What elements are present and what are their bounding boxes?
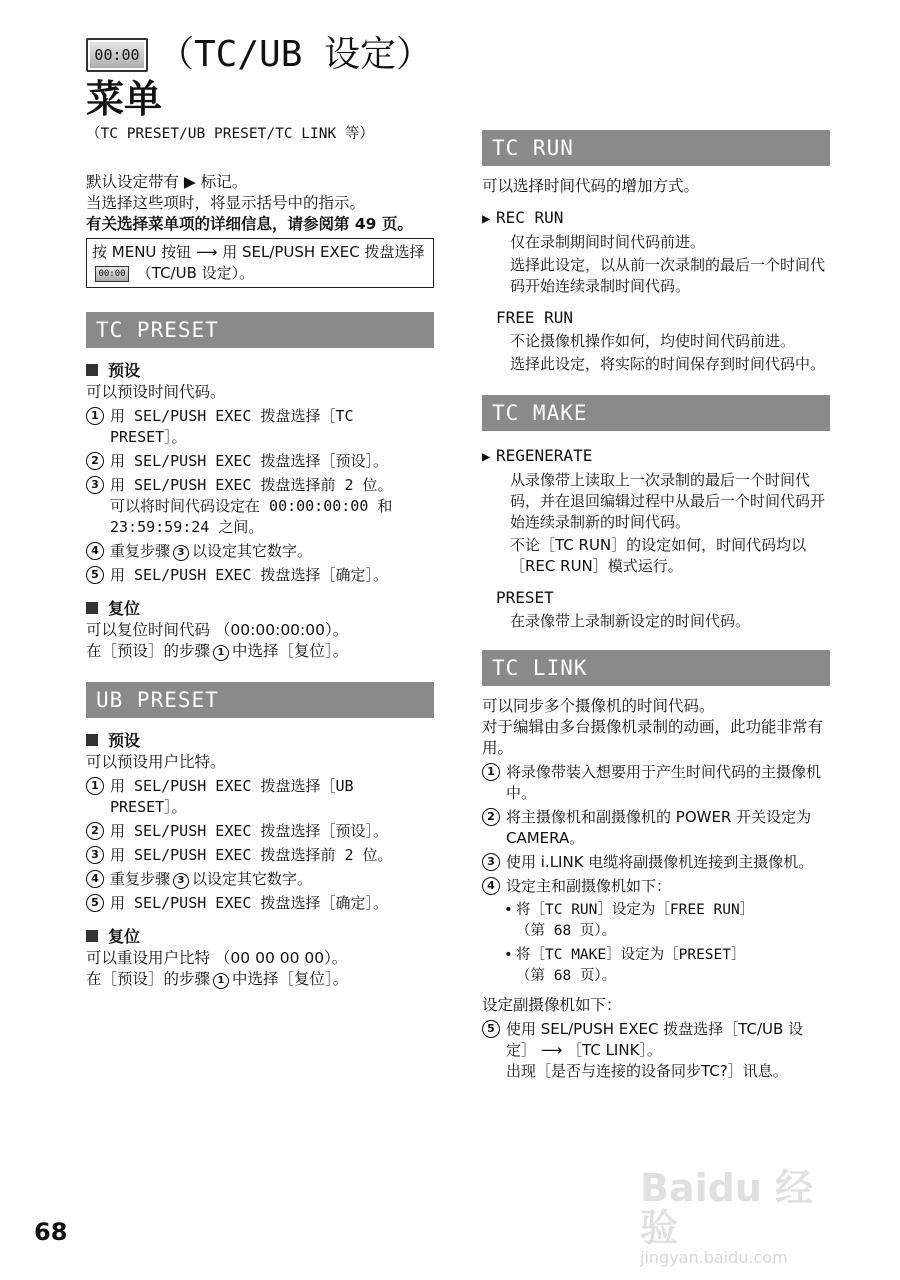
option-name: ▶ REC RUN bbox=[482, 207, 830, 230]
circled-number-icon: 1 bbox=[482, 763, 500, 781]
circled-number-icon: 2 bbox=[86, 452, 104, 470]
circled-number-icon: 3 bbox=[86, 476, 104, 494]
list-item: 2 用 SEL/PUSH EXEC 拨盘选择［预设］。 bbox=[86, 451, 434, 472]
default-marker-icon: ▶ bbox=[482, 211, 491, 227]
list-item: 5 使用 SEL/PUSH EXEC 拨盘选择［TC/UB 设定］ ⟶ ［TC LINK］。 bbox=[482, 1019, 830, 1061]
list-item: 3 使用 i.LINK 电缆将副摄像机连接到主摄像机。 bbox=[482, 852, 830, 873]
square-bullet-icon bbox=[86, 734, 98, 746]
bullet-item: • 将［TC RUN］设定为［FREE RUN］ （第 68 页）。 bbox=[504, 902, 755, 939]
section-header-tc-run: TC RUN bbox=[482, 130, 830, 166]
option-desc: 从录像带上读取上一次录制的最后一个时间代码，并在退回编辑过程中从最后一个时间代码开始连续录制新的时间代码。 不论［TC RUN］的设定如何，时间代码均以［REC RUN］模式运行。 bbox=[510, 471, 826, 575]
circled-number-icon: 3 bbox=[173, 545, 189, 561]
circled-number-icon: 3 bbox=[86, 846, 104, 864]
option-desc: 仅在录制期间时间代码前进。 选择此设定，以从前一次录制的最后一个时间代码开始连续录制时间代码。 bbox=[510, 233, 826, 295]
section-desc: 在［预设］的步骤 1 中选择［复位］。 bbox=[86, 642, 349, 660]
subsection-heading: 复位 bbox=[86, 926, 434, 948]
circled-number-icon: 4 bbox=[482, 877, 500, 895]
watermark-logo bbox=[640, 1166, 840, 1267]
title-text: （TC/UB 设定） bbox=[158, 34, 433, 75]
section-header-tc-make: TC MAKE bbox=[482, 395, 830, 431]
square-bullet-icon bbox=[86, 602, 98, 614]
section-desc: 可以选择时间代码的增加方式。 bbox=[482, 177, 700, 195]
section-desc: 可以同步多个摄像机的时间代码。 bbox=[482, 697, 715, 715]
circled-number-icon: 3 bbox=[173, 873, 189, 889]
page-number: 68 bbox=[34, 1218, 68, 1246]
menu-path-box: 按 MENU 按钮 ⟶ 用 SEL/PUSH EXEC 拨盘选择 00:00 （TC/UB 设定）。 bbox=[86, 238, 434, 288]
list-item: 4 重复步骤 3 以设定其它数字。 bbox=[86, 541, 434, 562]
step-continuation: 出现［是否与连接的设备同步TC?］讯息。 bbox=[506, 1062, 788, 1080]
list-item: 1 用 SEL/PUSH EXEC 拨盘选择［UB PRESET］。 bbox=[86, 776, 434, 818]
watermark-text: Baidu 经验 bbox=[640, 1166, 814, 1250]
page-title bbox=[86, 34, 466, 122]
circled-number-icon: 5 bbox=[86, 894, 104, 912]
circled-number-icon: 1 bbox=[86, 777, 104, 795]
square-bullet-icon bbox=[86, 930, 98, 942]
list-item: 3 用 SEL/PUSH EXEC 拨盘选择前 2 位。 bbox=[86, 475, 434, 496]
left-column bbox=[86, 124, 434, 990]
list-item: 5 用 SEL/PUSH EXEC 拨盘选择［确定］。 bbox=[86, 565, 434, 586]
section-desc: 在［预设］的步骤 1 中选择［复位］。 bbox=[86, 970, 349, 988]
circled-number-icon: 1 bbox=[213, 973, 229, 989]
intro-default-note: 默认设定带有 ▶ 标记。 bbox=[86, 173, 248, 191]
list-item: 1 用 SEL/PUSH EXEC 拨盘选择［TC PRESET］。 bbox=[86, 406, 434, 448]
section-desc: 可以重设用户比特 （00 00 00 00）。 bbox=[86, 949, 348, 967]
list-item: 2 将主摄像机和副摄像机的 POWER 开关设定为 CAMERA。 bbox=[482, 807, 830, 849]
intro-bracket-note: 当选择这些项时，将显示括号中的指示。 bbox=[86, 194, 366, 212]
circled-number-icon: 2 bbox=[86, 822, 104, 840]
section-desc: 可以预设用户比特。 bbox=[86, 753, 226, 771]
circled-number-icon: 2 bbox=[482, 808, 500, 826]
step-continuation: 可以将时间代码设定在 00:00:00:00 和 23:59:59:24 之间。 bbox=[110, 497, 393, 536]
subsection-heading: 复位 bbox=[86, 598, 434, 620]
section-desc: 对于编辑由多台摄像机录制的动画，此功能非常有用。 bbox=[482, 718, 824, 757]
subsection-heading: 预设 bbox=[86, 360, 434, 382]
section-desc: 设定副摄像机如下： bbox=[482, 996, 622, 1014]
circled-number-icon: 1 bbox=[86, 407, 104, 425]
circled-number-icon: 3 bbox=[482, 853, 500, 871]
option-name: PRESET bbox=[496, 588, 554, 607]
option-desc: 不论摄像机操作如何，均使时间代码前进。 选择此设定，将实际的时间保存到时间代码中。 bbox=[510, 332, 826, 373]
circled-number-icon: 5 bbox=[482, 1020, 500, 1038]
option-name: FREE RUN bbox=[496, 308, 574, 327]
list-item: 1 将录像带装入想要用于产生时间代码的主摄像机中。 bbox=[482, 762, 830, 804]
circled-number-icon: 4 bbox=[86, 870, 104, 888]
list-item: 4 重复步骤 3 以设定其它数字。 bbox=[86, 869, 434, 890]
subtitle: （TC PRESET/UB PRESET/TC LINK 等） bbox=[86, 126, 374, 142]
list-item: 4 设定主和副摄像机如下： bbox=[482, 876, 830, 897]
watermark-url: jingyan.baidu.com bbox=[640, 1248, 788, 1267]
right-column bbox=[482, 130, 830, 1082]
tc-ub-icon: 00:00 bbox=[95, 266, 129, 282]
list-item: 5 用 SEL/PUSH EXEC 拨盘选择［确定］。 bbox=[86, 893, 434, 914]
subsection-heading: 预设 bbox=[86, 730, 434, 752]
list-item: 2 用 SEL/PUSH EXEC 拨盘选择［预设］。 bbox=[86, 821, 434, 842]
circled-number-icon: 1 bbox=[213, 645, 229, 661]
section-header-tc-preset: TC PRESET bbox=[86, 312, 434, 348]
section-desc: 可以预设时间代码。 bbox=[86, 383, 226, 401]
bullet-item: • 将［TC MAKE］设定为［PRESET］ （第 68 页）。 bbox=[504, 947, 746, 984]
square-bullet-icon bbox=[86, 364, 98, 376]
intro-reference: 有关选择菜单项的详细信息，请参阅第 49 页。 bbox=[86, 215, 413, 233]
section-header-tc-link: TC LINK bbox=[482, 650, 830, 686]
circled-number-icon: 5 bbox=[86, 566, 104, 584]
default-marker-icon: ▶ bbox=[482, 449, 491, 465]
tc-ub-icon: 00:00 bbox=[86, 38, 148, 72]
title-menu-word: 菜单 bbox=[86, 77, 163, 121]
list-item: 3 用 SEL/PUSH EXEC 拨盘选择前 2 位。 bbox=[86, 845, 434, 866]
circled-number-icon: 4 bbox=[86, 542, 104, 560]
section-desc: 可以复位时间代码 （00:00:00:00）。 bbox=[86, 621, 349, 639]
section-header-ub-preset: UB PRESET bbox=[86, 682, 434, 718]
option-desc: 在录像带上录制新设定的时间代码。 bbox=[510, 612, 751, 630]
option-name: ▶ REGENERATE bbox=[482, 445, 830, 468]
